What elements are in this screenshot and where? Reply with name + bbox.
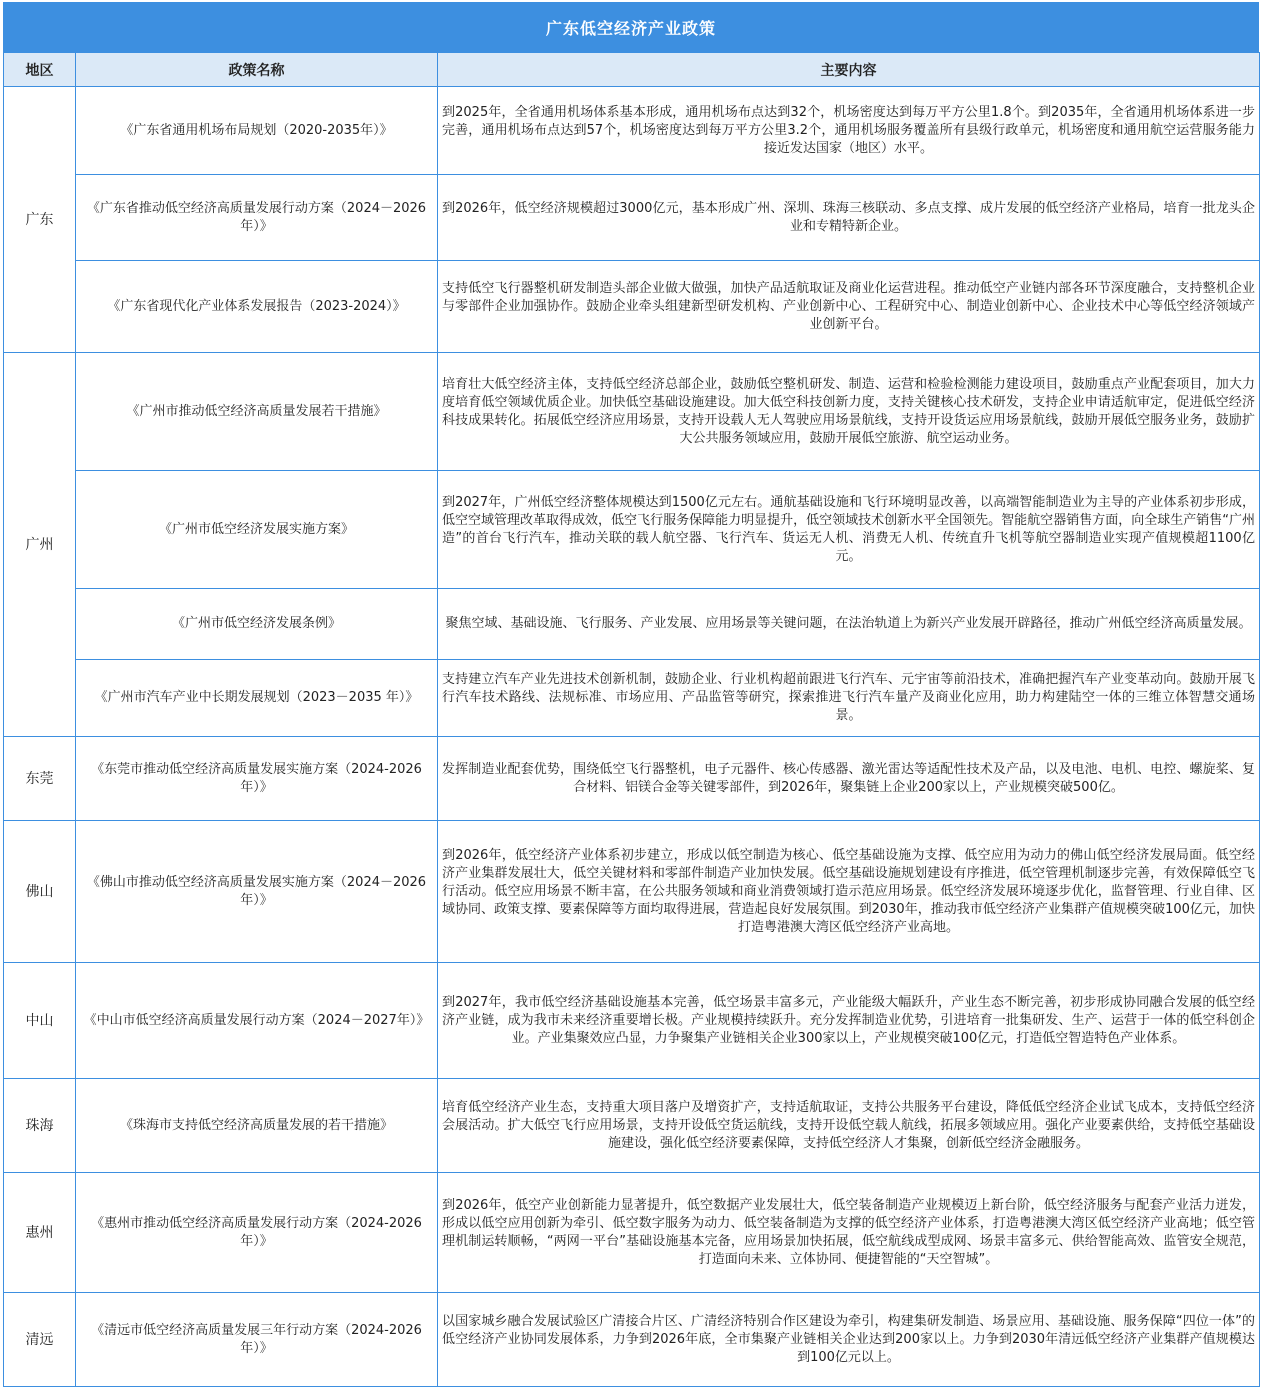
policy-name-cell: 《惠州市推动低空经济高质量发展行动方案（2024-2026年）》 (76, 1173, 438, 1293)
table-row (4, 87, 1260, 175)
table-row (4, 737, 1260, 821)
table-row (4, 1079, 1260, 1173)
policy-name-cell: 《广州市低空经济发展实施方案》 (76, 471, 438, 589)
policy-name-cell: 《珠海市支持低空经济高质量发展的若干措施》 (76, 1079, 438, 1173)
policy-content-cell: 到2025年，全省通用机场体系基本形成，通用机场布点达到32个，机场密度达到每万平方公里1.8个。到2035年，全省通用机场体系进一步完善，通用机场布点达到57个，机场密度达到每万平方公里3.2个，通用机场服务覆盖所有县级行政单元，机场密度和通用航空运营服务能力接近发达国家（地区）水平。 (438, 87, 1260, 175)
table-row (4, 660, 1260, 737)
policy-content-cell: 到2026年，低空经济产业体系初步建立，形成以低空制造为核心、低空基础设施为支撑、低空应用为动力的佛山低空经济发展局面。低空经济产业集群发展壮大，低空关键材料和零部件制造产业加快发展。低空基础设施规划建设有序推进，低空管理机制逐步完善，有效保障低空飞行活动。低空应用场景不断丰富，在公共服务领域和商业消费领域打造示范应用场景。低空经济发展环境逐步优化，监督管理、行业自律、区域协同、政策支撑、要素保障等方面均取得进展，营造起良好发展氛围。到2030年，推动我市低空经济产业集群产值规模突破100亿元，加快打造粤港澳大湾区低空经济产业高地。 (438, 821, 1260, 963)
policy-content-cell: 到2026年，低空经济规模超过3000亿元，基本形成广州、深圳、珠海三核联动、多点支撑、成片发展的低空经济产业格局，培育一批龙头企业和专精特新企业。 (438, 175, 1260, 261)
table-row (4, 175, 1260, 261)
policy-name-cell: 《广州市低空经济发展条例》 (76, 589, 438, 660)
policy-name-cell: 《广州市推动低空经济高质量发展若干措施》 (76, 353, 438, 471)
region-cell: 佛山 (4, 821, 76, 963)
table-row (4, 589, 1260, 660)
policy-content-cell: 聚焦空域、基础设施、飞行服务、产业发展、应用场景等关键问题，在法治轨道上为新兴产业发展开辟路径，推动广州低空经济高质量发展。 (438, 589, 1260, 660)
header-policy-name: 政策名称 (76, 53, 438, 87)
region-cell: 东莞 (4, 737, 76, 821)
policy-name-cell: 《佛山市推动低空经济高质量发展实施方案（2024－2026年）》 (76, 821, 438, 963)
policy-document (3, 2, 1259, 1387)
policy-content-cell: 支持低空飞行器整机研发制造头部企业做大做强，加快产品适航取证及商业化运营进程。推动低空产业链内部各环节深度融合，支持整机企业与零部件企业加强协作。鼓励企业牵头组建新型研发机构、产业创新中心、工程研究中心、制造业创新中心、企业技术中心等低空经济领域产业创新平台。 (438, 261, 1260, 353)
region-cell: 广东 (4, 87, 76, 353)
policy-name-cell: 《广东省现代化产业体系发展报告（2023-2024）》 (76, 261, 438, 353)
policy-table (3, 52, 1260, 1387)
region-cell: 惠州 (4, 1173, 76, 1293)
policy-name-cell: 《广州市汽车产业中长期发展规划（2023－2035 年）》 (76, 660, 438, 737)
table-row (4, 1293, 1260, 1387)
policy-name-cell: 《清远市低空经济高质量发展三年行动方案（2024-2026年）》 (76, 1293, 438, 1387)
table-title: 广东低空经济产业政策 (3, 2, 1259, 52)
region-cell: 珠海 (4, 1079, 76, 1173)
table-row (4, 1173, 1260, 1293)
policy-content-cell: 发挥制造业配套优势，围绕低空飞行器整机，电子元器件、核心传感器、激光雷达等适配性技术及产品，以及电池、电机、电控、螺旋桨、复合材料、铝镁合金等关键零部件，到2026年，聚集链上企业200家以上，产业规模突破500亿。 (438, 737, 1260, 821)
table-row (4, 963, 1260, 1079)
policy-content-cell: 培育壮大低空经济主体，支持低空经济总部企业，鼓励低空整机研发、制造、运营和检验检测能力建设项目，鼓励重点产业配套项目，加大力度培育低空领域优质企业。加快低空基础设施建设。加大低空科技创新力度，支持关键核心技术研发，支持企业申请适航审定，促进低空经济科技成果转化。拓展低空经济应用场景，支持开设载人无人驾驶应用场景航线，支持开设货运应用场景航线，鼓励开展低空服务业务，鼓励扩大公共服务领域应用，鼓励开展低空旅游、航空运动业务。 (438, 353, 1260, 471)
table-row (4, 261, 1260, 353)
region-cell: 清远 (4, 1293, 76, 1387)
policy-name-cell: 《广东省推动低空经济高质量发展行动方案（2024－2026年）》 (76, 175, 438, 261)
policy-content-cell: 培育低空经济产业生态，支持重大项目落户及增资扩产，支持适航取证，支持公共服务平台建设，降低低空经济企业试飞成本，支持低空经济会展活动。扩大低空飞行应用场景，支持开设低空货运航线，支持开设低空载人航线，拓展多领域应用。强化产业要素供给，支持低空基础设施建设，强化低空经济要素保障，支持低空经济人才集聚，创新低空经济金融服务。 (438, 1079, 1260, 1173)
policy-content-cell: 支持建立汽车产业先进技术创新机制，鼓励企业、行业机构超前跟进飞行汽车、元宇宙等前沿技术，准确把握汽车产业变革动向。鼓励开展飞行汽车技术路线、法规标准、市场应用、产品监管等研究，探索推进飞行汽车量产及商业化应用，助力构建陆空一体的三维立体智慧交通场景。 (438, 660, 1260, 737)
table-row (4, 353, 1260, 471)
policy-name-cell: 《东莞市推动低空经济高质量发展实施方案（2024-2026年）》 (76, 737, 438, 821)
policy-name-cell: 《中山市低空经济高质量发展行动方案（2024－2027年）》 (76, 963, 438, 1079)
policy-name-cell: 《广东省通用机场布局规划（2020-2035年）》 (76, 87, 438, 175)
table-row (4, 821, 1260, 963)
policy-content-cell: 到2027年，广州低空经济整体规模达到1500亿元左右。通航基础设施和飞行环境明显改善，以高端智能制造业为主导的产业体系初步形成，低空空域管理改革取得成效，低空飞行服务保障能力明显提升，低空领域技术创新水平全国领先。智能航空器销售方面，向全球生产销售“广州造”的首台飞行汽车，推动关联的载人航空器、飞行汽车、货运无人机、消费无人机、传统直升飞机等航空器制造业实现产值规模超1100亿元。 (438, 471, 1260, 589)
header-region: 地区 (4, 53, 76, 87)
region-cell: 中山 (4, 963, 76, 1079)
policy-content-cell: 到2026年，低空产业创新能力显著提升，低空数据产业发展壮大，低空装备制造产业规模迈上新台阶，低空经济服务与配套产业活力迸发，形成以低空应用创新为牵引、低空数字服务为动力、低空装备制造为支撑的低空经济产业体系，打造粤港澳大湾区低空经济产业高地；低空管理机制运转顺畅，“两网一平台”基础设施基本完备，应用场景加快拓展，低空航线成型成网、场景丰富多元、供给智能高效、监管安全规范，打造面向未来、立体协同、便捷智能的“天空智城”。 (438, 1173, 1260, 1293)
table-row (4, 471, 1260, 589)
header-row (4, 53, 1260, 87)
region-cell: 广州 (4, 353, 76, 737)
header-main-content: 主要内容 (438, 53, 1260, 87)
policy-content-cell: 到2027年，我市低空经济基础设施基本完善，低空场景丰富多元，产业能级大幅跃升，产业生态不断完善，初步形成协同融合发展的低空经济产业链，成为我市未来经济重要增长极。产业规模持续跃升。充分发挥制造业优势，引进培育一批集研发、生产、运营于一体的低空科创企业。产业集聚效应凸显，力争聚集产业链相关企业300家以上，产业规模突破100亿元，打造低空智造特色产业体系。 (438, 963, 1260, 1079)
policy-content-cell: 以国家城乡融合发展试验区广清接合片区、广清经济特别合作区建设为牵引，构建集研发制造、场景应用、基础设施、服务保障“四位一体”的低空经济产业协同发展体系，力争到2026年底，全市集聚产业链相关企业达到200家以上。力争到2030年清远低空经济产业集群产值规模达到100亿元以上。 (438, 1293, 1260, 1387)
